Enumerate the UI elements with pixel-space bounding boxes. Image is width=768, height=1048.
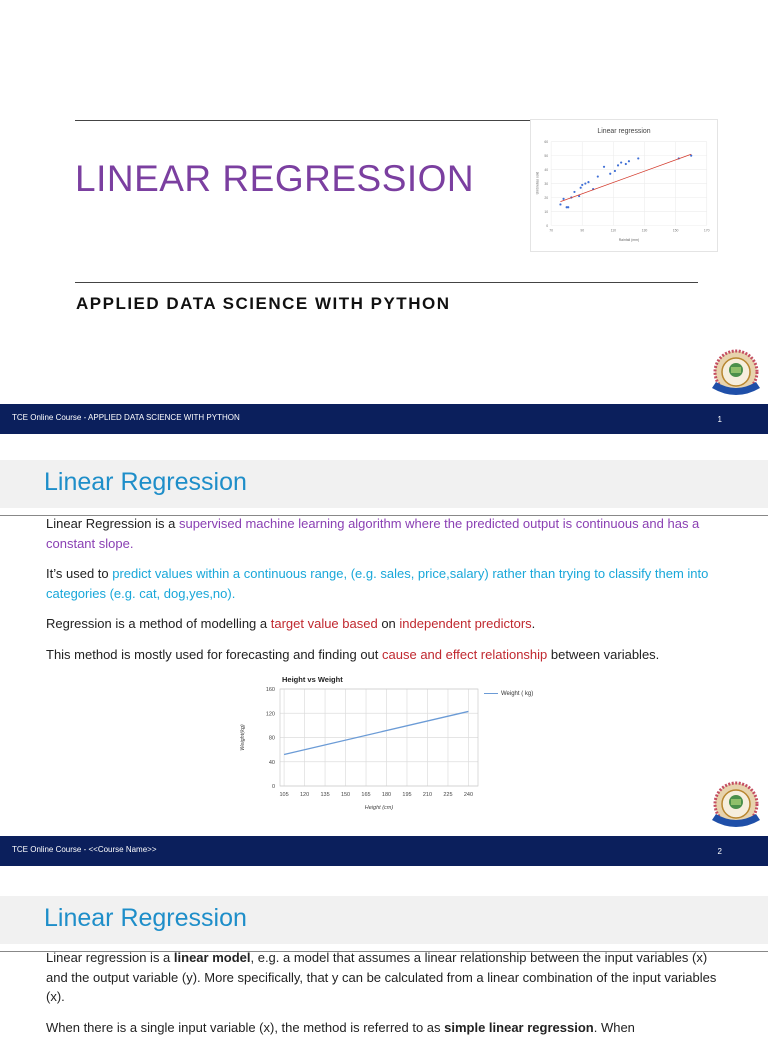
text: on bbox=[377, 616, 400, 631]
thumb-x-tick: 110 bbox=[610, 228, 617, 233]
thumb-x-tick: 170 bbox=[703, 228, 710, 233]
slide-heading: Linear Regression bbox=[44, 468, 247, 496]
bold-text: linear model bbox=[173, 950, 251, 965]
thumb-x-tick: 70 bbox=[549, 228, 554, 233]
slide-title: LINEAR REGRESSION bbox=[75, 158, 475, 199]
chart-y-axis-label: Weight(kg) bbox=[240, 724, 246, 751]
middle-rule bbox=[75, 282, 698, 283]
paragraph-linear-model bbox=[46, 948, 726, 1007]
chart-y-tick: 80 bbox=[268, 735, 275, 742]
chart-title: Height vs Weight bbox=[282, 675, 343, 684]
weight-series-line bbox=[284, 711, 468, 754]
thumb-x-tick: 90 bbox=[580, 228, 585, 233]
thumb-data-point bbox=[603, 166, 605, 168]
highlight-text: target value based bbox=[270, 616, 378, 631]
thumb-data-point bbox=[628, 160, 630, 162]
chart-y-tick: 40 bbox=[268, 759, 275, 766]
linear-regression-intro-slide bbox=[0, 440, 768, 866]
text: When there is a single input variable (x), the method is referred to as bbox=[46, 1019, 445, 1035]
thumb-data-point bbox=[581, 184, 583, 186]
thumb-y-tick: 40 bbox=[544, 168, 549, 173]
thumb-x-tick: 130 bbox=[641, 228, 648, 233]
paragraph-definition bbox=[46, 514, 726, 553]
chart-x-tick: 150 bbox=[340, 792, 351, 798]
thumb-chart-title: Linear regression bbox=[597, 127, 651, 135]
chart-y-tick: 0 bbox=[271, 784, 275, 790]
text: , e.g. a model that assumes a linear relationship between the input variables (x) and the output variable (y). More specifically, that y can be calculated from a linear combination of the input variables (x). bbox=[46, 950, 717, 1004]
thumb-fit-line bbox=[560, 154, 691, 201]
paragraph-forecasting bbox=[46, 645, 726, 665]
highlight-text: cause and effect relationship bbox=[382, 646, 548, 662]
thumb-data-point bbox=[562, 198, 564, 200]
tce-emblem-icon bbox=[708, 780, 764, 832]
footer-page-number: 2 bbox=[717, 847, 722, 856]
slide-footer bbox=[0, 404, 768, 434]
thumb-data-point bbox=[609, 173, 611, 175]
thumb-data-point bbox=[580, 187, 582, 189]
paragraph-simple-regression bbox=[46, 1018, 726, 1038]
thumb-data-point bbox=[559, 203, 561, 205]
text: . When bbox=[593, 1019, 635, 1035]
text: This method is mostly used for forecasting and finding out bbox=[46, 646, 383, 662]
thumb-y-axis-label: Umbrellas sold bbox=[535, 171, 540, 195]
chart-x-axis-label: Height (cm) bbox=[364, 805, 394, 811]
thumb-y-tick: 20 bbox=[544, 195, 549, 200]
text: Regression is a method of modelling a bbox=[46, 616, 271, 631]
text: between variables. bbox=[547, 646, 660, 662]
thumb-data-point bbox=[617, 164, 619, 166]
thumb-y-tick: 0 bbox=[546, 223, 549, 228]
chart-x-tick: 210 bbox=[422, 792, 433, 798]
thumb-data-point bbox=[614, 170, 616, 172]
chart-x-tick: 225 bbox=[443, 792, 453, 798]
thumb-data-point bbox=[587, 181, 589, 183]
thumb-data-point bbox=[637, 157, 639, 159]
top-rule bbox=[75, 120, 530, 121]
bold-text: simple linear regression bbox=[444, 1019, 594, 1035]
thumb-data-point bbox=[597, 175, 599, 177]
text: Linear Regression is a bbox=[46, 516, 179, 531]
highlight-text: predict values within a continuous range, (e.g. sales, price,salary) rather than trying to classify them into categories (e.g. cat, dog,yes,no). bbox=[46, 566, 709, 601]
paragraph-method bbox=[46, 614, 726, 634]
chart-y-tick: 120 bbox=[265, 711, 275, 718]
linear-model-slide bbox=[0, 876, 768, 1035]
chart-x-tick: 135 bbox=[320, 792, 330, 798]
thumb-y-tick: 30 bbox=[544, 182, 549, 187]
highlight-text: supervised machine learning algorithm where the predicted output is continuous and has a constant slope. bbox=[46, 516, 700, 551]
legend-swatch bbox=[484, 693, 498, 694]
chart-x-tick: 240 bbox=[463, 792, 474, 798]
paragraph-usage bbox=[46, 564, 726, 603]
legend-label: Weight ( kg) bbox=[501, 691, 534, 697]
highlight-text: independent predictors bbox=[399, 616, 532, 631]
slide-subtitle: APPLIED DATA SCIENCE WITH PYTHON bbox=[76, 294, 451, 313]
thumb-data-point bbox=[620, 162, 622, 164]
thumb-y-tick: 60 bbox=[544, 140, 549, 145]
thumb-x-axis-label: Rainfall (mm) bbox=[618, 238, 640, 243]
thumb-y-tick: 50 bbox=[544, 154, 549, 159]
chart-x-tick: 105 bbox=[279, 792, 289, 798]
thumb-data-point bbox=[625, 163, 627, 165]
thumb-y-tick: 10 bbox=[544, 209, 549, 214]
text: It’s used to bbox=[46, 566, 113, 581]
thumb-data-point bbox=[584, 182, 586, 184]
slide-footer bbox=[0, 836, 768, 866]
chart-legend bbox=[484, 690, 536, 698]
chart-y-tick: 160 bbox=[265, 687, 275, 693]
thumb-x-tick: 150 bbox=[672, 228, 679, 233]
chart-x-tick: 165 bbox=[361, 792, 371, 798]
footer-course-text: TCE Online Course - APPLIED DATA SCIENCE WITH PYTHON bbox=[12, 413, 240, 422]
text: Linear regression is a bbox=[46, 950, 174, 965]
title-slide bbox=[0, 0, 768, 434]
chart-x-tick: 180 bbox=[381, 792, 392, 798]
slide-body bbox=[46, 948, 726, 1048]
chart-x-tick: 120 bbox=[299, 792, 310, 798]
tce-emblem-icon bbox=[708, 348, 764, 400]
slide-body bbox=[46, 514, 726, 675]
slide-heading: Linear Regression bbox=[44, 904, 247, 932]
chart-x-tick: 195 bbox=[402, 792, 412, 798]
footer-page-number: 1 bbox=[717, 415, 722, 424]
thumb-data-point bbox=[573, 191, 575, 193]
thumb-data-point bbox=[567, 206, 569, 208]
text: . bbox=[531, 616, 536, 631]
footer-course-text: TCE Online Course - <<Course Name>> bbox=[12, 845, 157, 854]
linear-regression-thumbnail-chart bbox=[530, 119, 718, 252]
